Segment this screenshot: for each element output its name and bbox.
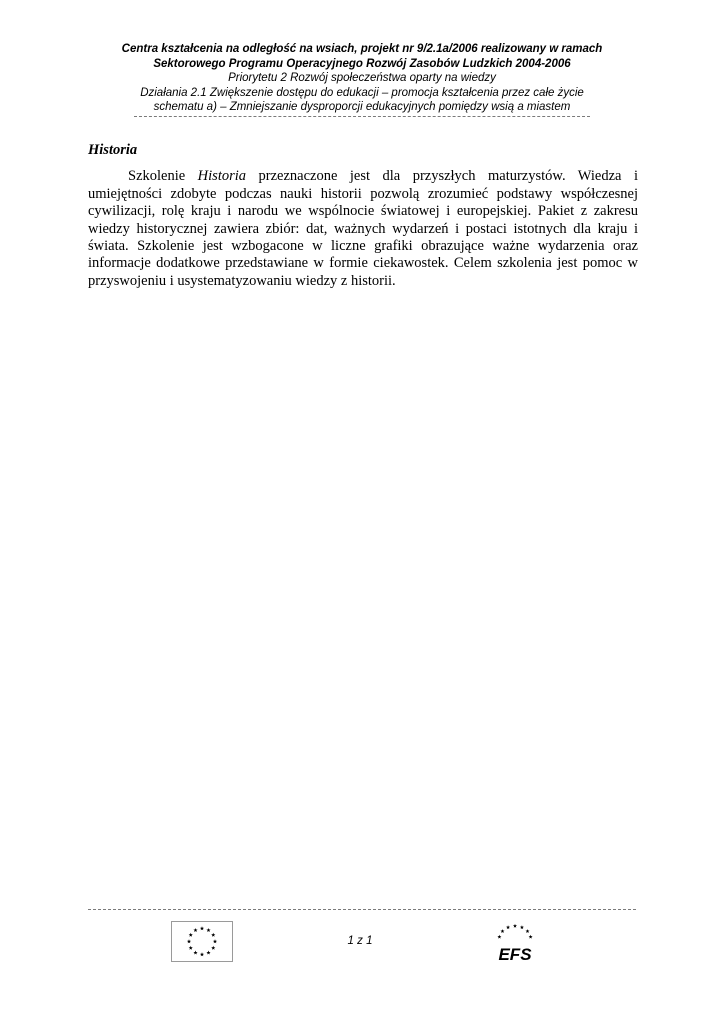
header-divider (134, 116, 590, 117)
page-number: 1 z 1 (347, 935, 373, 947)
paragraph-start: Szkolenie (128, 168, 198, 185)
paragraph-rest: przeznaczone jest dla przyszłych maturzystów. Wiedza i umiejętności zdobyte podczas nauki historii pozwolą zrozumieć podstawy współczesnej cywilizacji, rolę kraju i narodu we wspólnocie światowej i europejskiej. Pakiet z zakresu wiedzy historycznej zawiera zbiór: dat, ważnych wydarzeń i postaci istotnych dla kraju i świata. Szkolenie jest wzbogacone w liczne grafiki obrazujące ważne wydarzenia oraz informacje dodatkowe przedstawiane w formie ciekawostek. Celem szkolenia jest pomoc w przyswojeniu i usystematyzowaniu wiedzy z historii. (88, 168, 638, 289)
efs-logo-icon (485, 918, 545, 966)
eu-flag-icon (171, 921, 233, 962)
section-paragraph (88, 168, 638, 290)
efs-logo-text: EFS (498, 945, 532, 964)
paragraph-emphasis: Historia (197, 168, 247, 185)
header-line-3: Priorytetu 2 Rozwój społeczeństwa oparty na wiedzy (228, 72, 496, 85)
document-header (88, 42, 636, 115)
header-line-1: Centra kształcenia na odległość na wsiach, projekt nr 9/2.1a/2006 realizowany w ramach (121, 43, 603, 55)
section-title: Historia (88, 142, 138, 158)
header-line-4: Działania 2.1 Zwiększenie dostępu do edukacji – promocja kształcenia przez całe życie (140, 86, 584, 99)
header-line-2: Sektorowego Programu Operacyjnego Rozwój Zasobów Ludzkich 2004-2006 (153, 57, 571, 70)
footer-divider (88, 909, 636, 910)
main-content (88, 142, 638, 290)
header-line-5: schematu a) – Zmniejszanie dysproporcji edukacyjnych pomiędzy wsią a miastem (153, 101, 571, 114)
